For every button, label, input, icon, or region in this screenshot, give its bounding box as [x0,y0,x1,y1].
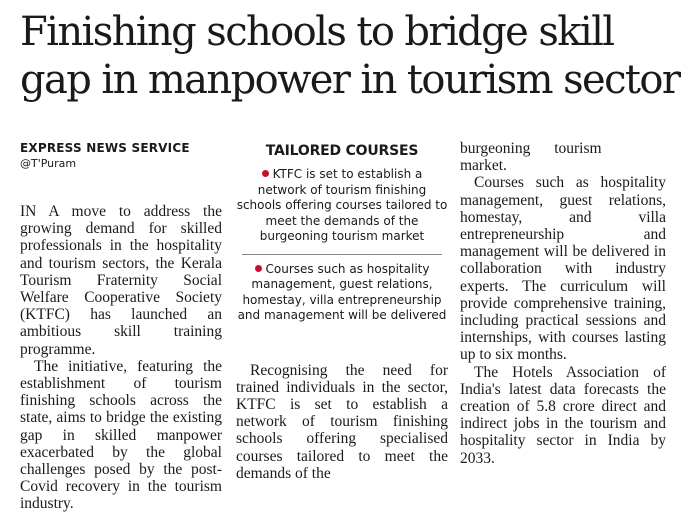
bullet-icon [262,170,269,177]
headline [20,8,680,104]
headline-line-1: Finishing schools to bridge skill [20,9,614,55]
tailored-courses-box [236,142,448,324]
body-paragraph-3-continued: burgeoning tourism market. [460,140,602,175]
box-title: TAILORED COURSES [265,143,419,159]
headline-line-2: gap in manpower in tourism sector [20,57,680,103]
box-point-2 [236,262,448,324]
box-point-1 [236,167,448,245]
body-paragraph-4: Courses such as hospitality management, guest relations, homestay, and villa entrepreneurship and management will be delivered in collaboration with industry experts. The curriculum will provide comprehensive training, including practical sessions and internships, with courses lasting up to six months. [460,174,666,364]
body-paragraph-1: IN A move to address the growing demand for skilled professionals in the hospitality and tourism sectors, the Kerala Tourism Fraternity Social Welfare Cooperative Society (KTFC) has launched an ambitious skill training programme. [20,203,222,358]
column-2 [236,140,448,482]
byline: EXPRESS NEWS SERVICE [20,141,190,155]
body-paragraph-2: The initiative, featuring the establishment of tourism finishing schools across the state, aims to bridge the existing gap in skilled manpower exacerbated by the global challenges posed by the post-Covid recovery in the tourism industry. [20,357,222,513]
body-paragraph-3: Recognising the need for trained individuals in the sector, KTFC is set to establish a network of tourism finishing schools offering specialised courses tailored to meet the demands of the [236,361,448,482]
body-paragraph-5: The Hotels Association of India's latest data forecasts the creation of 5.8 crore direct and indirect jobs in the tourism and hospitality sector in India by 2033. [460,363,666,467]
box-divider [242,254,442,255]
box-point-1-text: KTFC is set to establish a network of tourism finishing schools offering courses tailored to meet the demands of the burgeoning tourism market [236,167,448,243]
bullet-icon [255,265,262,272]
column-3 [460,140,666,467]
dateline: @T'Puram [20,157,77,170]
column-1 [20,140,222,513]
box-point-2-text: Courses such as hospitality management, guest relations, homestay, villa entrepreneurship and management will be delivered [237,261,447,322]
